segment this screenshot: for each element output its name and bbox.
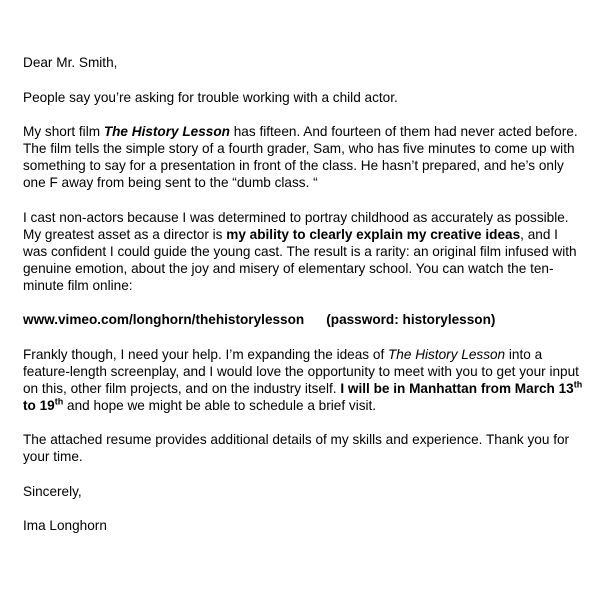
paragraph-film-description: [23, 123, 583, 191]
film-link-line: [23, 311, 583, 328]
request-film-title: The History Lesson: [388, 346, 506, 362]
request-text-b: into a feature-length screenplay, and I would love the opportunity to meet with you to get your input on this, other film projects, and on the industry itself.: [23, 346, 579, 396]
film-url-link[interactable]: www.vimeo.com/longhorn/thehistorylesson: [23, 312, 305, 327]
signature: Ima Longhorn: [23, 518, 107, 533]
letter-body: [23, 54, 583, 552]
casting-text-b: , and I was confident I could guide the young cast. The result is a rarity: an original film infused with genuine emotion, about the joy and misery of elementary school. You can watch the ten-minute film online:: [23, 226, 577, 293]
casting-text-a: I cast non-actors because I was determined to portray childhood as accurately as possible. My greatest asset as a director is: [23, 209, 569, 242]
film-password: (password: historylesson): [326, 312, 496, 327]
request-text-a: Frankly though, I need your help. I’m expanding the ideas of: [23, 346, 388, 362]
paragraph-request: [23, 346, 583, 414]
date-suffix-2: th: [54, 395, 64, 406]
date-suffix-1: th: [573, 378, 583, 389]
film-text-b: has fifteen. And fourteen of them had never acted before. The film tells the simple story of a fourth grader, Sam, who has five minutes to come up with something to say for a presentation in front of the class. He hasn’t prepared, and he’s only one F away from being sent to the “dumb class. “: [23, 124, 578, 190]
request-text-c: and hope we might be able to schedule a brief visit.: [63, 397, 377, 413]
paragraph-resume: The attached resume provides additional details of my skills and experience. Thank you for your time.: [23, 432, 570, 464]
salutation: Dear Mr. Smith,: [23, 55, 118, 70]
casting-bold: my ability to clearly explain my creative ideas: [226, 226, 521, 242]
film-text-a: My short film: [23, 124, 104, 139]
visit-dates-a: I will be in Manhattan from March 13: [340, 380, 574, 396]
closing: Sincerely,: [23, 483, 82, 499]
paragraph-casting: [23, 209, 583, 294]
paragraph-intro: People say you’re asking for trouble working with a child actor.: [23, 89, 398, 105]
film-title: The History Lesson: [103, 124, 230, 139]
visit-dates-b: to 19: [23, 397, 55, 413]
